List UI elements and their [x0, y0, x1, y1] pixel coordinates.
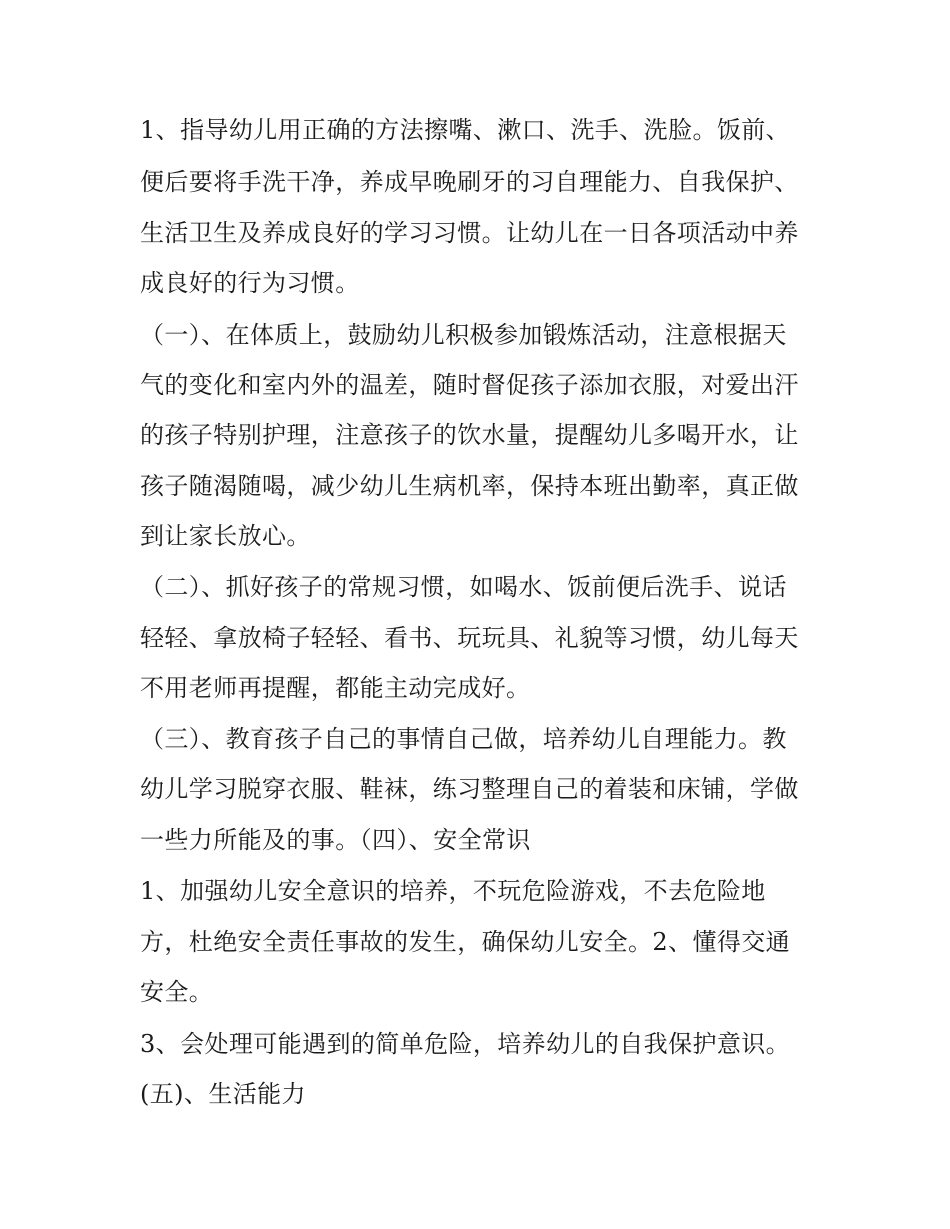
text-line-4: 成良好的行为习惯。	[140, 269, 360, 297]
text-line-18: 安全。	[140, 978, 214, 1006]
text-line-20: (五)、生活能力	[140, 1080, 306, 1108]
text-line-12: 不用老师再提醒，都能主动完成好。	[140, 674, 531, 702]
text-line-13: （三）、教育孩子自己的事情自己做，培养幼儿自理能力。教	[140, 725, 787, 753]
text-line-10: （二）、抓好孩子的常规习惯，如喝水、饭前便后洗手、说话	[140, 573, 787, 601]
text-line-3: 生活卫生及养成良好的学习习惯。让幼儿在一日各项活动中养	[140, 219, 799, 247]
text-line-14: 幼儿学习脱穿衣服、鞋袜，练习整理自己的着装和床铺，学做	[140, 775, 799, 803]
text-line-8: 孩子随渴随喝，减少幼儿生病机率，保持本班出勤率，真正做	[140, 472, 799, 500]
text-line-6: 气的变化和室内外的温差，随时督促孩子添加衣服，对爱出汗	[140, 371, 799, 399]
text-line-19: 3、会处理可能遇到的简单危险，培养幼儿的自我保护意识。	[140, 1030, 791, 1058]
text-line-1: 1、指导幼儿用正确的方法擦嘴、漱口、洗手、洗脸。饭前、	[140, 116, 791, 144]
text-line-11: 轻轻、拿放椅子轻轻、看书、玩玩具、礼貌等习惯，幼儿每天	[140, 624, 799, 652]
text-line-15: 一些力所能及的事。（四）、安全常识	[140, 826, 531, 854]
text-line-9: 到让家长放心。	[140, 522, 311, 550]
text-line-17: 方，杜绝安全责任事故的发生，确保幼儿安全。2、懂得交通	[140, 928, 791, 956]
text-line-7: 的孩子特别护理，注意孩子的饮水量，提醒幼儿多喝开水，让	[140, 421, 799, 449]
text-line-16: 1、加强幼儿安全意识的培养，不玩危险游戏，不去危险地	[140, 877, 766, 905]
text-line-5: （一）、在体质上，鼓励幼儿积极参加锻炼活动，注意根据天	[140, 321, 787, 349]
text-line-2: 便后要将手洗干净，养成早晚刷牙的习自理能力、自我保护、	[140, 168, 799, 196]
